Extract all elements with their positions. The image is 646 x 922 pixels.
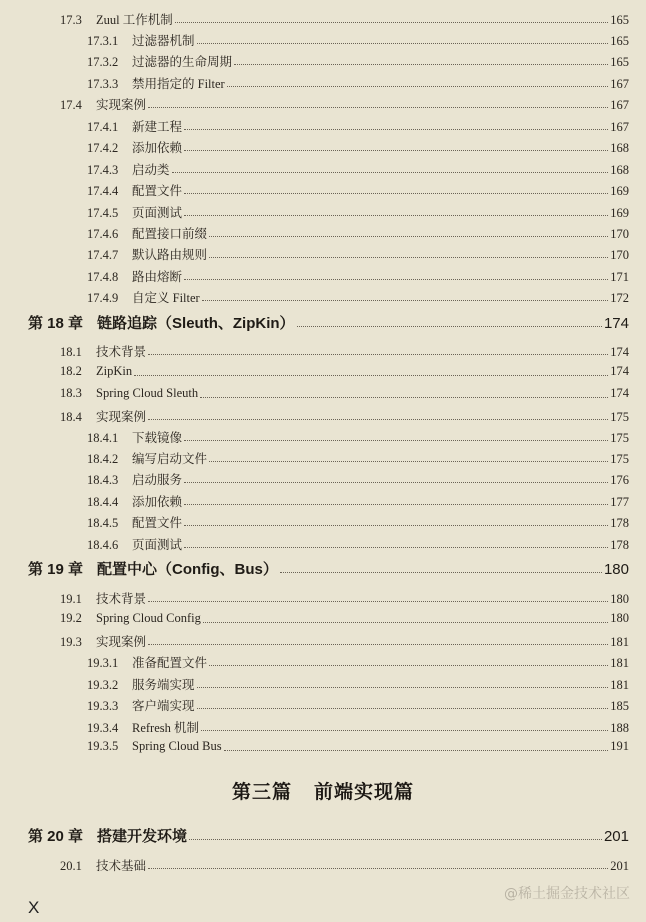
toc-page-number: 180 bbox=[603, 561, 629, 578]
page-number: X bbox=[28, 898, 40, 917]
toc-leader bbox=[209, 460, 608, 462]
toc-title: Spring Cloud Config bbox=[96, 611, 201, 625]
toc-entry[interactable] bbox=[87, 492, 629, 510]
toc-page-number: 180 bbox=[610, 611, 629, 625]
toc-page-number: 169 bbox=[610, 206, 629, 220]
toc-chapter-title: 链路追踪（Sleuth、ZipKin） bbox=[97, 315, 295, 332]
toc-leader bbox=[148, 353, 608, 355]
toc-title: 页面测试 bbox=[132, 538, 183, 552]
toc-entry[interactable] bbox=[87, 224, 629, 242]
toc-page-number: 169 bbox=[610, 184, 629, 198]
toc-page-number: 176 bbox=[610, 473, 629, 487]
toc-number: 17.3.1 bbox=[87, 34, 119, 48]
toc-entry[interactable] bbox=[87, 513, 629, 531]
toc-page-number: 168 bbox=[610, 141, 629, 155]
toc-entry[interactable] bbox=[60, 632, 629, 650]
toc-leader bbox=[189, 838, 602, 840]
toc-title: 实现案例 bbox=[96, 635, 147, 649]
toc-number: 17.3.2 bbox=[87, 55, 119, 69]
toc-entry[interactable] bbox=[87, 117, 629, 135]
toc-page-number: 174 bbox=[610, 386, 629, 400]
toc-page-number: 165 bbox=[610, 55, 629, 69]
toc-number: 17.4.8 bbox=[87, 270, 119, 284]
toc-page-number: 175 bbox=[610, 431, 629, 445]
toc-entry[interactable] bbox=[87, 160, 629, 178]
toc-page-number: 181 bbox=[610, 635, 629, 649]
toc-page-number: 175 bbox=[610, 410, 629, 424]
toc-entry[interactable] bbox=[60, 407, 629, 425]
toc-leader bbox=[184, 149, 608, 151]
toc-number: 17.4.7 bbox=[87, 248, 119, 262]
toc-entry[interactable] bbox=[87, 267, 629, 285]
part-label: 第三篇 bbox=[231, 781, 292, 803]
toc-entry[interactable] bbox=[60, 342, 629, 360]
toc-number: 19.2 bbox=[60, 611, 82, 625]
toc-title: 过滤器的生命周期 bbox=[132, 55, 233, 69]
toc-number: 20.1 bbox=[60, 859, 82, 873]
toc-title: 禁用指定的 Filter bbox=[132, 77, 225, 91]
toc-leader bbox=[197, 686, 609, 688]
toc-number: 18.4 bbox=[60, 410, 82, 424]
toc-title: 过滤器机制 bbox=[132, 34, 195, 48]
toc-page-number: 165 bbox=[610, 34, 629, 48]
toc-leader bbox=[209, 235, 608, 237]
toc-number: 19.3.3 bbox=[87, 699, 119, 713]
toc-leader bbox=[148, 643, 608, 645]
toc-leader bbox=[184, 278, 608, 280]
toc-title: 配置文件 bbox=[132, 516, 183, 530]
toc-title: Zuul 工作机制 bbox=[96, 13, 173, 27]
toc-entry[interactable] bbox=[87, 718, 629, 736]
toc-number: 18.4.4 bbox=[87, 495, 119, 509]
toc-page-number: 188 bbox=[610, 721, 629, 735]
toc-number: 17.4.5 bbox=[87, 206, 119, 220]
toc-page-number: 181 bbox=[610, 656, 629, 670]
toc-chapter-number: 第 20 章 bbox=[28, 828, 84, 845]
toc-number: 18.4.5 bbox=[87, 516, 119, 530]
toc-leader bbox=[184, 481, 608, 483]
toc-page-number: 175 bbox=[610, 452, 629, 466]
toc-number: 19.3.1 bbox=[87, 656, 119, 670]
toc-page-number: 185 bbox=[610, 699, 629, 713]
toc-leader bbox=[234, 63, 608, 65]
toc-entry[interactable] bbox=[87, 696, 629, 714]
toc-title: 技术基础 bbox=[96, 859, 147, 873]
toc-entry[interactable] bbox=[87, 52, 629, 70]
toc-title: 准备配置文件 bbox=[132, 656, 208, 670]
toc-page-number: 165 bbox=[610, 13, 629, 27]
toc-page-number: 167 bbox=[610, 77, 629, 91]
toc-leader bbox=[175, 21, 609, 23]
toc-leader bbox=[184, 524, 608, 526]
toc-page-number: 167 bbox=[610, 120, 629, 134]
toc-number: 18.4.3 bbox=[87, 473, 119, 487]
watermark: @稀土掘金技术社区 bbox=[504, 886, 630, 902]
toc-entry[interactable] bbox=[87, 739, 629, 754]
toc-page-number: 174 bbox=[610, 364, 629, 378]
toc-page-number: 178 bbox=[610, 516, 629, 530]
toc-number: 19.3.4 bbox=[87, 721, 119, 735]
toc-entry[interactable] bbox=[60, 10, 629, 28]
toc-leader bbox=[184, 546, 608, 548]
toc-page-number: 167 bbox=[610, 98, 629, 112]
toc-title: Spring Cloud Bus bbox=[132, 739, 222, 753]
toc-page-number: 191 bbox=[610, 739, 629, 753]
toc-leader bbox=[202, 299, 609, 301]
toc-leader bbox=[200, 396, 608, 398]
toc-leader bbox=[203, 621, 608, 623]
toc-leader bbox=[184, 503, 608, 505]
toc-number: 19.3.2 bbox=[87, 678, 119, 692]
toc-entry[interactable] bbox=[60, 95, 629, 113]
toc-entry[interactable] bbox=[60, 611, 629, 626]
toc-page-number: 181 bbox=[610, 678, 629, 692]
toc-leader bbox=[209, 664, 608, 666]
toc-page-number: 178 bbox=[610, 538, 629, 552]
toc-title: 配置文件 bbox=[132, 184, 183, 198]
toc-chapter-entry[interactable] bbox=[28, 558, 629, 579]
toc-title: 下载镜像 bbox=[132, 431, 183, 445]
toc-leader bbox=[197, 42, 609, 44]
toc-entry[interactable] bbox=[87, 181, 629, 199]
toc-entry[interactable] bbox=[60, 364, 629, 379]
toc-title: 新建工程 bbox=[132, 120, 183, 134]
toc-leader bbox=[134, 374, 608, 376]
toc-title: 自定义 Filter bbox=[132, 291, 200, 305]
toc-title: 服务端实现 bbox=[132, 678, 195, 692]
toc-title: 技术背景 bbox=[96, 345, 147, 359]
toc-number: 17.4.4 bbox=[87, 184, 119, 198]
toc-leader bbox=[184, 214, 608, 216]
toc-title: ZipKin bbox=[96, 364, 133, 378]
toc-leader bbox=[280, 571, 602, 573]
toc-title: 实现案例 bbox=[96, 98, 147, 112]
toc-entry[interactable] bbox=[87, 138, 629, 156]
toc-number: 17.4.1 bbox=[87, 120, 119, 134]
toc-title: 实现案例 bbox=[96, 410, 147, 424]
toc-leader bbox=[197, 707, 609, 709]
toc-leader bbox=[297, 325, 602, 327]
toc-leader bbox=[209, 256, 608, 258]
toc-page-number: 174 bbox=[610, 345, 629, 359]
toc-page-number: 172 bbox=[610, 291, 629, 305]
toc-chapter-number: 第 18 章 bbox=[28, 315, 84, 332]
toc-number: 17.3 bbox=[60, 13, 82, 27]
toc-title: 页面测试 bbox=[132, 206, 183, 220]
toc-title: Spring Cloud Sleuth bbox=[96, 386, 199, 400]
toc-entry[interactable] bbox=[87, 535, 629, 553]
toc-title: 编写启动文件 bbox=[132, 452, 208, 466]
toc-leader bbox=[148, 106, 608, 108]
toc-number: 17.4.6 bbox=[87, 227, 119, 241]
toc-number: 19.3.5 bbox=[87, 739, 119, 753]
part-title: 前端实现篇 bbox=[314, 781, 415, 803]
toc-title: 配置接口前缀 bbox=[132, 227, 208, 241]
toc-chapter-entry[interactable] bbox=[28, 312, 629, 333]
toc-entry[interactable] bbox=[87, 288, 629, 306]
toc-title: 添加依赖 bbox=[132, 141, 183, 155]
toc-title: 启动服务 bbox=[132, 473, 183, 487]
toc-leader bbox=[224, 749, 609, 751]
toc-title: 技术背景 bbox=[96, 592, 147, 606]
toc-number: 18.1 bbox=[60, 345, 82, 359]
toc-number: 18.3 bbox=[60, 386, 82, 400]
toc-page-number: 201 bbox=[603, 828, 629, 845]
toc-entry[interactable] bbox=[87, 470, 629, 488]
toc-entry[interactable] bbox=[87, 675, 629, 693]
toc-entry[interactable] bbox=[87, 203, 629, 221]
toc-leader bbox=[201, 729, 608, 731]
toc-title: 客户端实现 bbox=[132, 699, 195, 713]
toc-number: 18.2 bbox=[60, 364, 82, 378]
toc-entry[interactable] bbox=[87, 653, 629, 671]
toc-number: 18.4.2 bbox=[87, 452, 119, 466]
toc-entry[interactable] bbox=[60, 856, 629, 874]
toc-entry[interactable] bbox=[87, 428, 629, 446]
toc-number: 18.4.1 bbox=[87, 431, 119, 445]
toc-number: 19.1 bbox=[60, 592, 82, 606]
part-heading bbox=[0, 777, 646, 804]
toc-number: 17.3.3 bbox=[87, 77, 119, 91]
toc-entry[interactable] bbox=[60, 589, 629, 607]
toc-leader bbox=[148, 867, 608, 869]
toc-page-number: 170 bbox=[610, 248, 629, 262]
toc-number: 17.4.9 bbox=[87, 291, 119, 305]
toc-entry[interactable] bbox=[87, 74, 629, 92]
toc-leader bbox=[184, 439, 608, 441]
toc-title: 添加依赖 bbox=[132, 495, 183, 509]
toc-chapter-entry[interactable] bbox=[28, 825, 629, 846]
toc-chapter-title: 搭建开发环境 bbox=[97, 828, 188, 845]
toc-leader bbox=[227, 85, 609, 87]
toc-leader bbox=[148, 418, 608, 420]
toc-chapter-title: 配置中心（Config、Bus） bbox=[97, 561, 278, 578]
toc-page-number: 168 bbox=[610, 163, 629, 177]
toc-number: 17.4.2 bbox=[87, 141, 119, 155]
toc-page-number: 180 bbox=[610, 592, 629, 606]
toc-page-number: 174 bbox=[603, 315, 629, 332]
toc-page-number: 201 bbox=[610, 859, 629, 873]
toc-number: 19.3 bbox=[60, 635, 82, 649]
toc-title: Refresh 机制 bbox=[132, 721, 199, 735]
toc-leader bbox=[184, 192, 608, 194]
toc-title: 启动类 bbox=[132, 163, 170, 177]
toc-number: 17.4.3 bbox=[87, 163, 119, 177]
toc-title: 默认路由规则 bbox=[132, 248, 208, 262]
toc-entry[interactable] bbox=[60, 386, 629, 401]
toc-entry[interactable] bbox=[87, 31, 629, 49]
toc-entry[interactable] bbox=[87, 449, 629, 467]
toc-leader bbox=[172, 171, 609, 173]
toc-leader bbox=[184, 128, 608, 130]
toc-chapter-number: 第 19 章 bbox=[28, 561, 84, 578]
toc-title: 路由熔断 bbox=[132, 270, 183, 284]
toc-leader bbox=[148, 600, 608, 602]
toc-page-number: 171 bbox=[610, 270, 629, 284]
toc-page-number: 170 bbox=[610, 227, 629, 241]
toc-entry[interactable] bbox=[87, 245, 629, 263]
toc-page-number: 177 bbox=[610, 495, 629, 509]
toc-number: 17.4 bbox=[60, 98, 82, 112]
toc-number: 18.4.6 bbox=[87, 538, 119, 552]
